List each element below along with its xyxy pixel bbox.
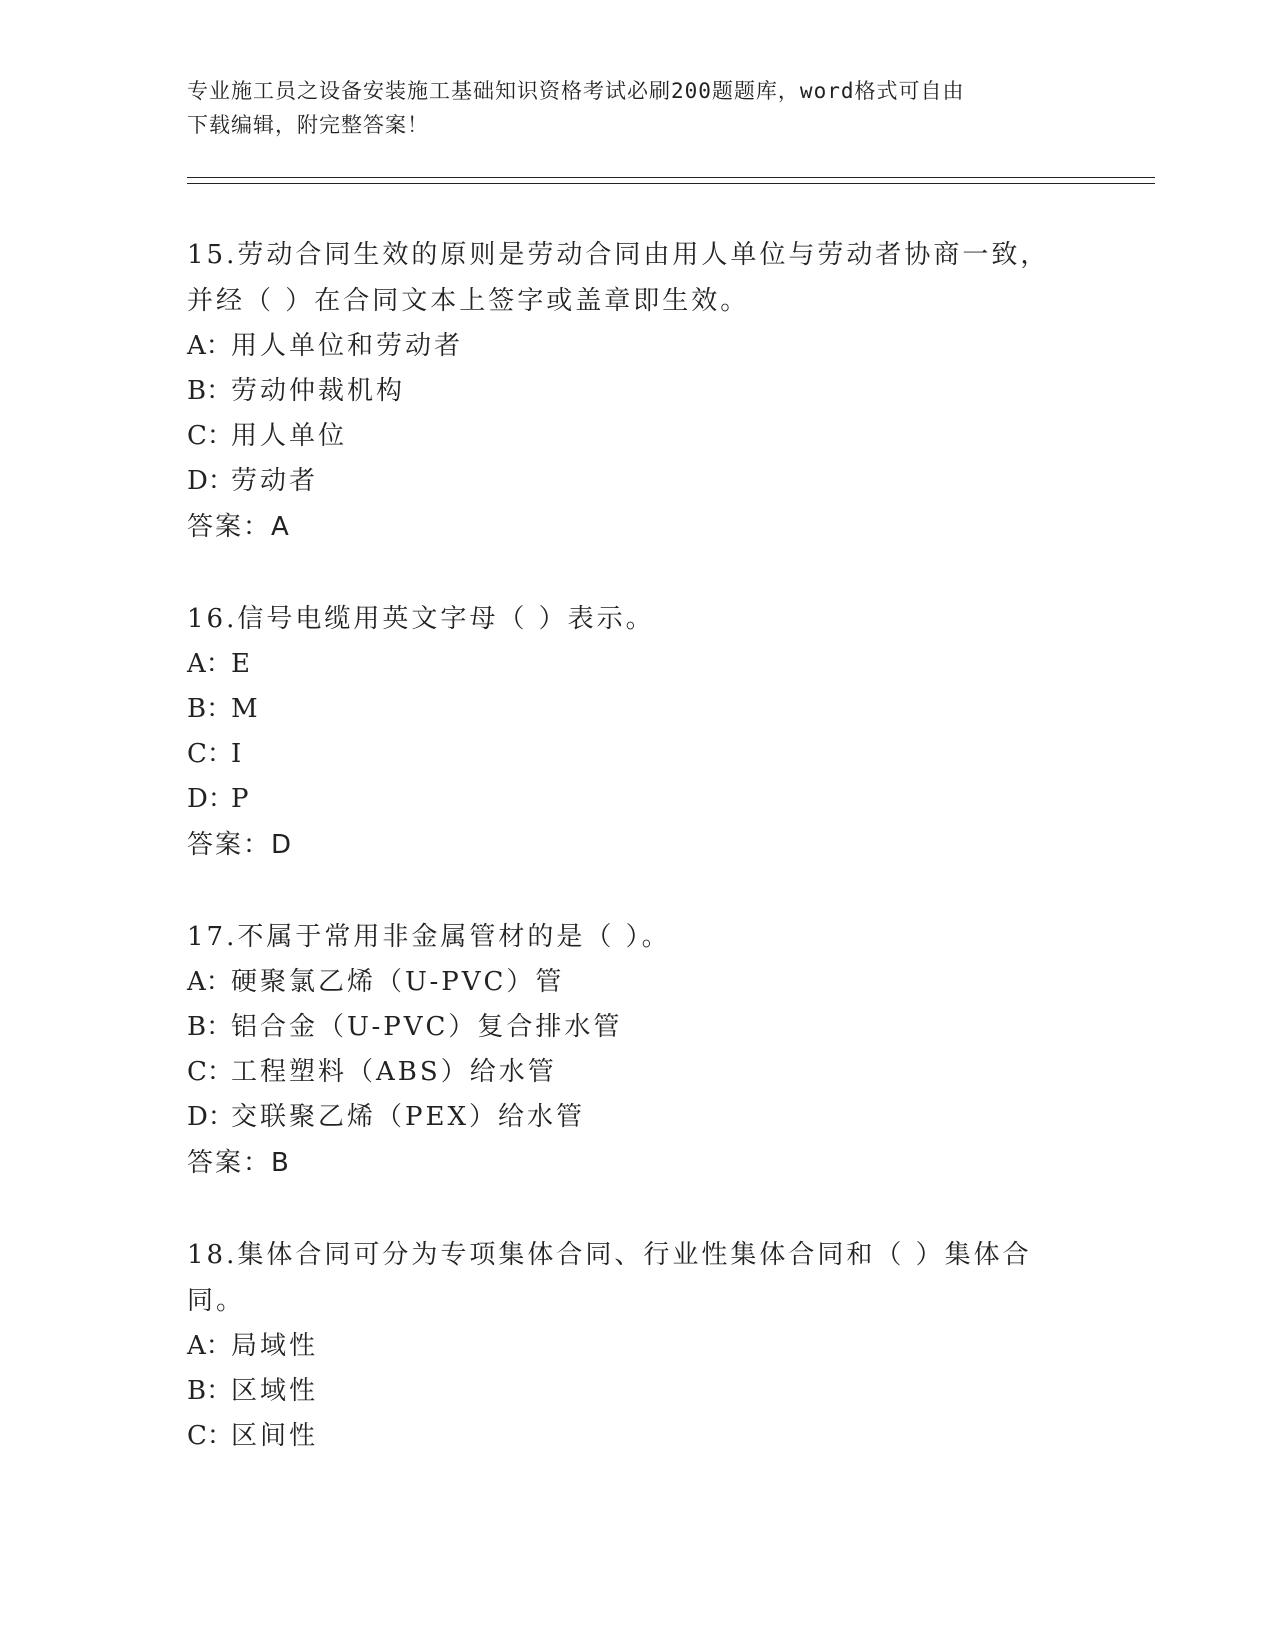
option-text: 交联聚乙烯（PEX）给水管 <box>231 1102 585 1132</box>
option-key: A： <box>187 331 232 361</box>
option-text: 铝合金（U-PVC）复合排水管 <box>231 1012 623 1042</box>
option-c <box>187 414 1087 459</box>
option-key: A： <box>187 1331 232 1361</box>
answer-line: 答案：B <box>187 1148 291 1178</box>
option-text: 工程塑料（ABS）给水管 <box>231 1057 557 1087</box>
option-key: B： <box>187 1376 233 1406</box>
option-key: A： <box>187 649 232 679</box>
option-key: C： <box>187 1057 233 1087</box>
question-17 <box>187 914 1087 1186</box>
option-b <box>187 1369 1087 1414</box>
option-key: D： <box>187 466 234 496</box>
option-key: A： <box>187 967 232 997</box>
option-d <box>187 459 1087 504</box>
option-b <box>187 369 1087 414</box>
option-text: 劳动者 <box>231 466 319 496</box>
option-key: D： <box>187 784 234 814</box>
option-text: I <box>231 739 245 769</box>
option-c <box>187 1414 1087 1459</box>
answer-line: 答案：D <box>187 830 294 860</box>
option-text: M <box>231 694 261 724</box>
option-a <box>187 960 1087 1005</box>
option-text: 区域性 <box>231 1376 319 1406</box>
answer-line: 答案：A <box>187 512 291 542</box>
option-d <box>187 777 1087 822</box>
question-18 <box>187 1232 1087 1459</box>
option-key: B： <box>187 694 233 724</box>
question-stem: 15.劳动合同生效的原则是劳动合同由用人单位与劳动者协商一致，并经（ ）在合同文本上签字或盖章即生效。 <box>187 240 1050 316</box>
option-a <box>187 324 1087 369</box>
header-title-line-2: 下载编辑，附完整答案！ <box>187 113 429 137</box>
option-d <box>187 1095 1087 1140</box>
option-key: B： <box>187 376 233 406</box>
option-text: E <box>231 649 253 679</box>
option-a <box>187 1324 1087 1369</box>
option-key: B： <box>187 1012 233 1042</box>
header-title-line-1: 专业施工员之设备安装施工基础知识资格考试必刷200题题库，word格式可自由 <box>187 79 965 103</box>
option-key: D： <box>187 1102 234 1132</box>
option-c <box>187 1050 1087 1095</box>
option-text: 局域性 <box>231 1331 319 1361</box>
option-text: P <box>231 784 252 814</box>
option-text: 劳动仲裁机构 <box>231 376 406 406</box>
option-b <box>187 1005 1087 1050</box>
option-b <box>187 687 1087 732</box>
question-16 <box>187 596 1087 868</box>
question-stem: 17.不属于常用非金属管材的是（ ）。 <box>187 922 671 952</box>
option-text: 区间性 <box>231 1421 319 1451</box>
question-list <box>187 232 1087 1505</box>
question-stem: 16.信号电缆用英文字母（ ）表示。 <box>187 604 655 634</box>
option-key: C： <box>187 1421 233 1451</box>
option-c <box>187 732 1087 777</box>
header-divider <box>187 177 1155 184</box>
option-text: 用人单位和劳动者 <box>231 331 464 361</box>
question-stem: 18.集体合同可分为专项集体合同、行业性集体合同和（ ）集体合同。 <box>187 1240 1032 1316</box>
document-header <box>187 74 1087 142</box>
option-text: 用人单位 <box>231 421 348 451</box>
option-key: C： <box>187 421 233 451</box>
option-key: C： <box>187 739 233 769</box>
question-15 <box>187 232 1087 550</box>
option-text: 硬聚氯乙烯（U-PVC）管 <box>231 967 565 997</box>
option-a <box>187 642 1087 687</box>
